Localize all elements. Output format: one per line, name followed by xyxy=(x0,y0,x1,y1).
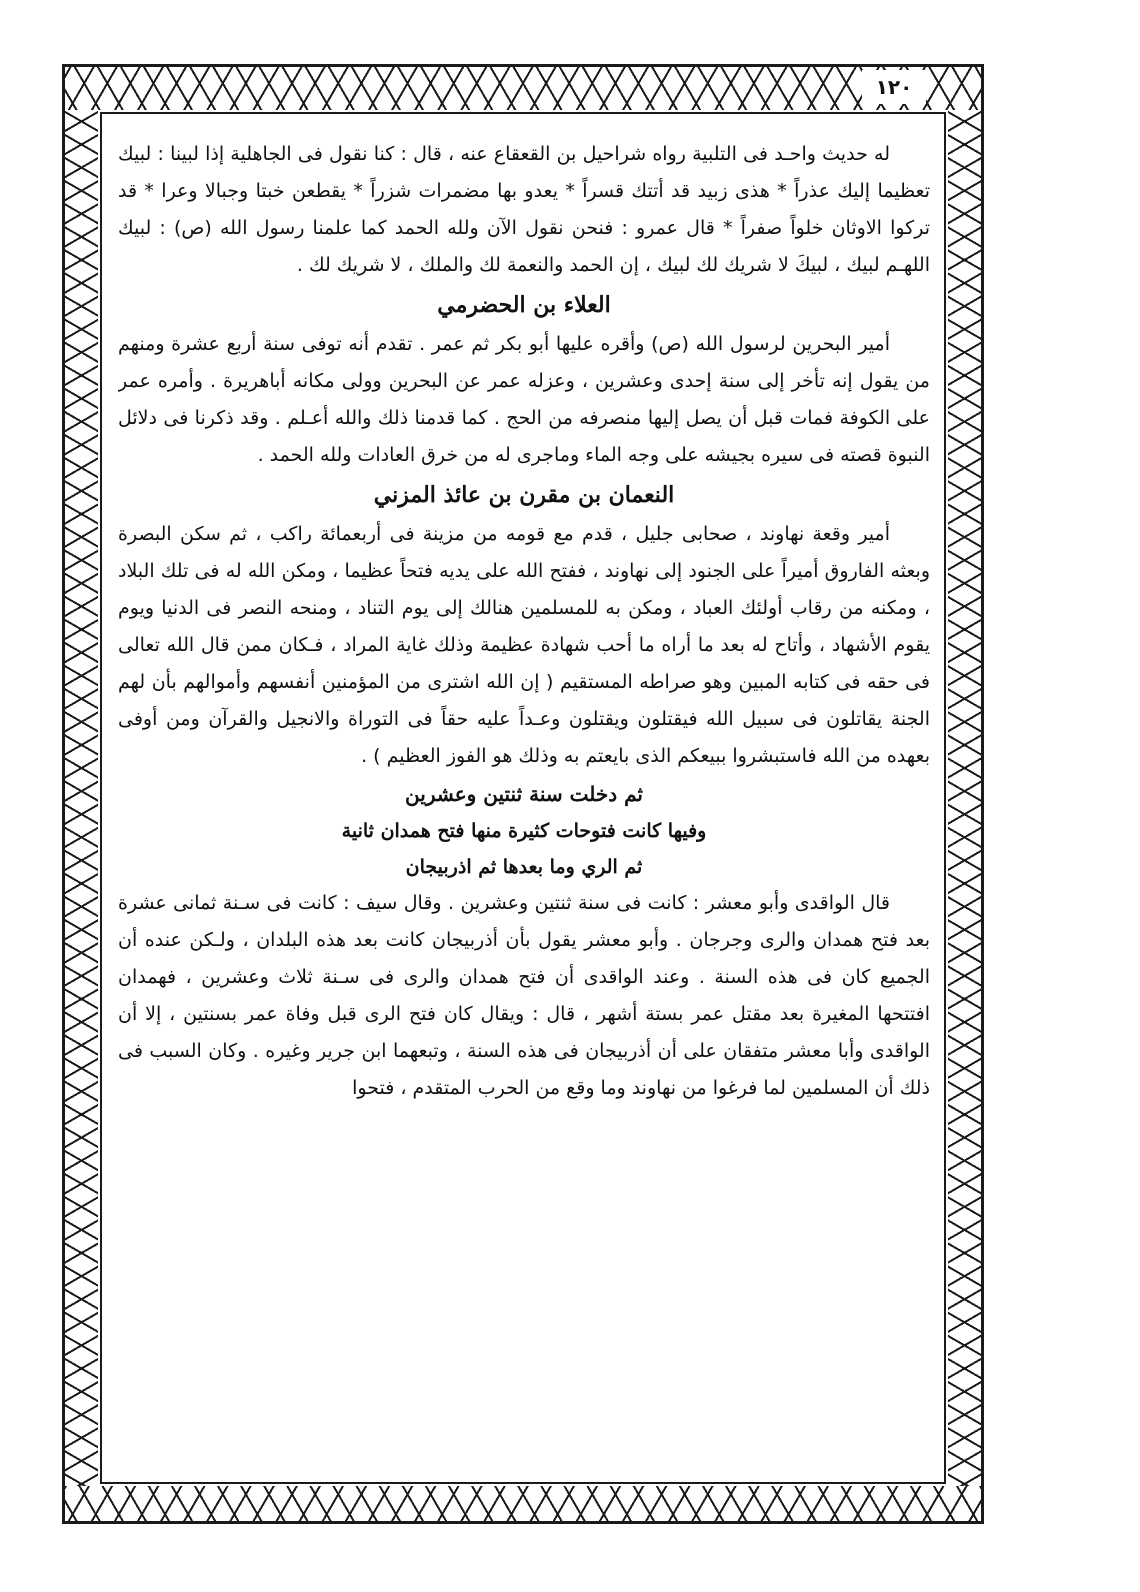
paragraph-conquests: قال الواقدى وأبو معشر : كانت فى سنة ثنتين وعشرين . وقال سيف : كانت فى سـنة ثمانى عشرة بعد فتح همدان والرى وجرجان . وأبو معشر يقول بأن أذربيجان كانت بعد هذه البلدان ، ولـكن عنده أن الجميع كان فى هذه السنة . وعند الواقدى أن فتح همدان والرى فى سـنة ثلاث وعشرين ، فهمدان افتتحها المغيرة بعد مقتل عمر بستة أشهر ، قال : ويقال كان فتح الرى قبل وفاة عمر بسنتين ، إلا أن الواقدى وأبا معشر متفقان على أن أذربيجان فى هذه السنة ، وتبعهما ابن جرير وغيره . وكان السبب فى ذلك أن المسلمين لما فرغوا من نهاوند وما وقع من الحرب المتقدم ، فتحوا xyxy=(118,892,930,1099)
paragraph-alaa-al-hadrami: أمير البحرين لرسول الله (ص) وأقره عليها أبو بكر ثم عمر . تقدم أنه توفى سنة أربع عشرة ومنهم من يقول إنه تأخر إلى سنة إحدى وعشرين ، وعزله عمر عن البحرين وولى مكانه أباهريرة . وأمره عمر على الكوفة فمات قبل أن يصل إليها منصرفه من الحج . كما قدمنا ذلك والله أعـلم . وقد ذكرنا فى دلائل النبوة قصته فى سيره بجيشه على وجه الماء وماجرى له من خرق العادات ولله الحمد . xyxy=(118,333,930,466)
ornamental-border-top xyxy=(65,67,981,110)
ornamental-border-bottom xyxy=(65,1486,981,1521)
heading-year-22: ثم دخلت سنة ثنتين وعشرين xyxy=(405,782,643,806)
ornamental-border-right xyxy=(948,110,981,1486)
paragraph-talbiya: له حديث واحـد فى التلبية رواه شراحيل بن القعقاع عنه ، قال : كنا نقول فى الجاهلية إذا لبينا : لبيك تعظيما إليك عذراً * هذى زبيد قد أتتك قسراً * يعدو بها مضمرات شزراً * يقطعن خبتا وجبالا وعرا * قد تركوا الاوثان خلواً صفراً * قال عمرو : فنحن نقول الآن ولله الحمد كما علمنا رسول الله (ص) : لبيك اللهـم لبيك ، لبيكَ لا شريك لك لبيك ، إن الحمد والنعمة لك والملك ، لا شريك لك . xyxy=(118,143,930,276)
page-number: ١٢٠ xyxy=(862,70,926,104)
subheading-conquests: وفيها كانت فتوحات كثيرة منها فتح همدان ثانية xyxy=(341,820,707,842)
heading-numan-bin-muqrin: النعمان بن مقرن بن عائذ المزني xyxy=(373,482,675,508)
page-body xyxy=(118,136,930,1476)
ornamental-border-left xyxy=(65,110,98,1486)
subheading-rayy-azerbaijan: ثم الري وما بعدها ثم اذربيجان xyxy=(405,856,643,878)
paragraph-numan-bin-muqrin: أمير وقعة نهاوند ، صحابى جليل ، قدم مع قومه من مزينة فى أربعمائة راكب ، ثم سكن البصرة وبعثه الفاروق أميراً على الجنود إلى نهاوند ، ففتح الله على يديه فتحاً عظيما ، ومكن الله له فى تلك البلاد ، ومكنه من رقاب أولئك العباد ، ومكن به للمسلمين هنالك إلى يوم التناد ، ومنحه النصر فى الدنيا ويوم يقوم الأشهاد ، وأتاح له بعد ما أراه ما أحب شهادة عظيمة وذلك غاية المراد ، فـكان ممن قال الله تعالى فى حقه فى كتابه المبين وهو صراطه المستقيم ( إن الله اشترى من المؤمنين أنفسهم وأموالهم بأن لهم الجنة يقاتلون فى سبيل الله فيقتلون ويقتلون وعـداً عليه حقاً فى التوراة والانجيل والقرآن ومن أوفى بعهده من الله فاستبشروا ببيعكم الذى بايعتم به وذلك هو الفوز العظيم ) . xyxy=(118,523,930,767)
heading-alaa-al-hadrami: العلاء بن الحضرمي xyxy=(437,292,611,318)
